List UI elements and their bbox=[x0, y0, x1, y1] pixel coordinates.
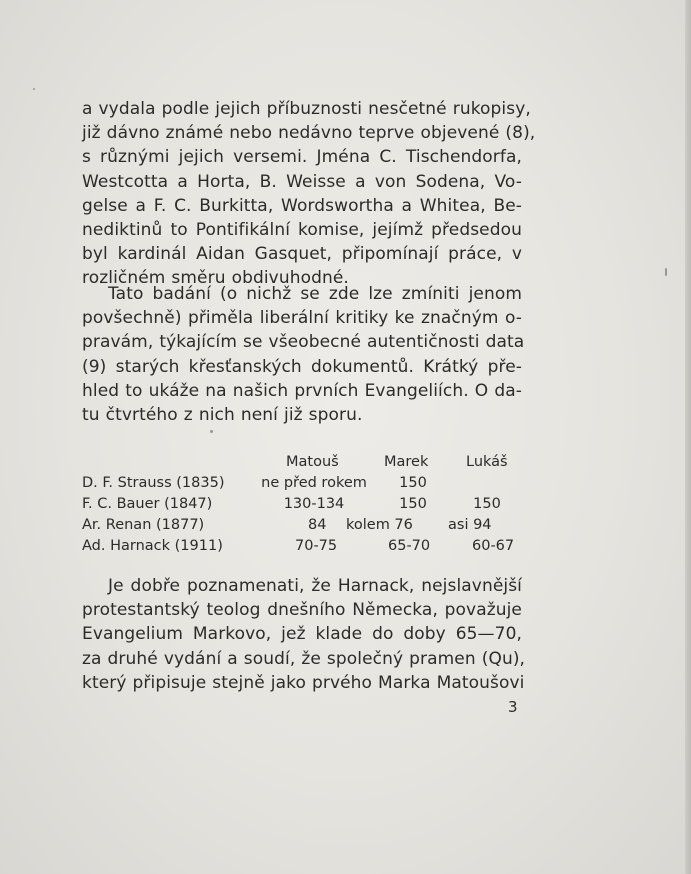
table-cell-marek: 150 bbox=[399, 475, 427, 491]
paragraph-2 bbox=[82, 282, 525, 427]
table-header-lukas: Lukáš bbox=[466, 454, 508, 470]
paragraph-line: s různými jejich versemi. Jména C. Tischendorfa, bbox=[82, 147, 522, 168]
table-row bbox=[82, 473, 522, 494]
table-cell-marek: 65-70 bbox=[388, 538, 431, 554]
paragraph-line: Westcotta a Horta, B. Weisse a von Sodena, Vo- bbox=[82, 171, 522, 192]
paper-speck bbox=[33, 88, 35, 90]
table-cell-matous: 84 bbox=[308, 517, 327, 533]
paragraph-line: povšechně) přiměla liberální kritiky ke značným o- bbox=[82, 308, 522, 329]
paragraph-line: (9) starých křesťanských dokumentů. Krátký pře- bbox=[82, 356, 522, 377]
table-header-marek: Marek bbox=[384, 454, 429, 470]
paragraph-line: tu čtvrtého z nich není již sporu. bbox=[82, 405, 363, 426]
paragraph-line: který připisuje stejně jako prvého Marka Matoušovi bbox=[82, 672, 525, 693]
paragraph-line: byl kardinál Aidan Gasquet, připomínají práce, v bbox=[82, 244, 522, 265]
paragraph-line: hled to ukáže na našich prvních Evangeliích. O da- bbox=[82, 380, 522, 401]
paragraph-line: rozličném směru obdivuhodné. bbox=[82, 268, 349, 289]
paragraph-line: Je dobře poznamenati, že Harnack, nejslavnější bbox=[108, 576, 522, 596]
paragraph-line: Evangelium Markovo, jež klade do doby 65—70, bbox=[82, 624, 522, 645]
table-cell-matous: ne před rokem bbox=[261, 475, 367, 491]
table-cell-matous: 70-75 bbox=[295, 538, 338, 554]
table-header-row bbox=[82, 452, 522, 473]
table-cell-author: Ad. Harnack (1911) bbox=[82, 538, 223, 554]
table-cell-author: D. F. Strauss (1835) bbox=[82, 475, 225, 491]
paragraph-line: již dávno známé nebo nedávno teprve objevené (8), bbox=[82, 123, 536, 144]
table-row bbox=[82, 515, 522, 536]
paragraph-line: gelse a F. C. Burkitta, Wordswortha a Whitea, Be- bbox=[82, 195, 522, 216]
table-row bbox=[82, 536, 522, 557]
paragraph-line: za druhé vydání a soudí, že společný pramen (Qu), bbox=[82, 648, 526, 669]
page-number: 3 bbox=[508, 698, 518, 716]
paper-speck bbox=[210, 430, 213, 433]
table-cell-lukas: asi 94 bbox=[448, 517, 492, 533]
paragraph-3 bbox=[82, 574, 526, 695]
table-cell-author: Ar. Renan (1877) bbox=[82, 517, 205, 533]
table-cell-matous: 130-134 bbox=[283, 496, 345, 512]
page-edge-shadow bbox=[685, 0, 691, 874]
table-header-matous: Matouš bbox=[286, 454, 339, 470]
table-cell-marek: kolem 76 bbox=[346, 517, 413, 533]
paragraph-line: Tato badání (o nichž se zde lze zmíniti jenom bbox=[108, 284, 522, 304]
table-row bbox=[82, 494, 522, 515]
table-cell-lukas: 150 bbox=[473, 496, 501, 512]
paper-speck bbox=[665, 268, 667, 276]
table-cell-marek: 150 bbox=[399, 496, 427, 512]
table-cell-lukas: 60-67 bbox=[472, 538, 515, 554]
paragraph-line: a vydala podle jejich příbuznosti nesčetné rukopisy, bbox=[82, 99, 531, 119]
paragraph-line: pravám, týkajícím se všeobecné autentičnosti data bbox=[82, 332, 525, 353]
paragraph-line: nediktinů to Pontifikální komise, jejímž předsedou bbox=[82, 220, 522, 241]
paragraph-line: protestantský teolog dnešního Německa, považuje bbox=[82, 600, 522, 621]
paragraph-1 bbox=[82, 97, 536, 291]
gospel-dating-table bbox=[82, 452, 522, 557]
table-cell-author: F. C. Bauer (1847) bbox=[82, 496, 213, 512]
